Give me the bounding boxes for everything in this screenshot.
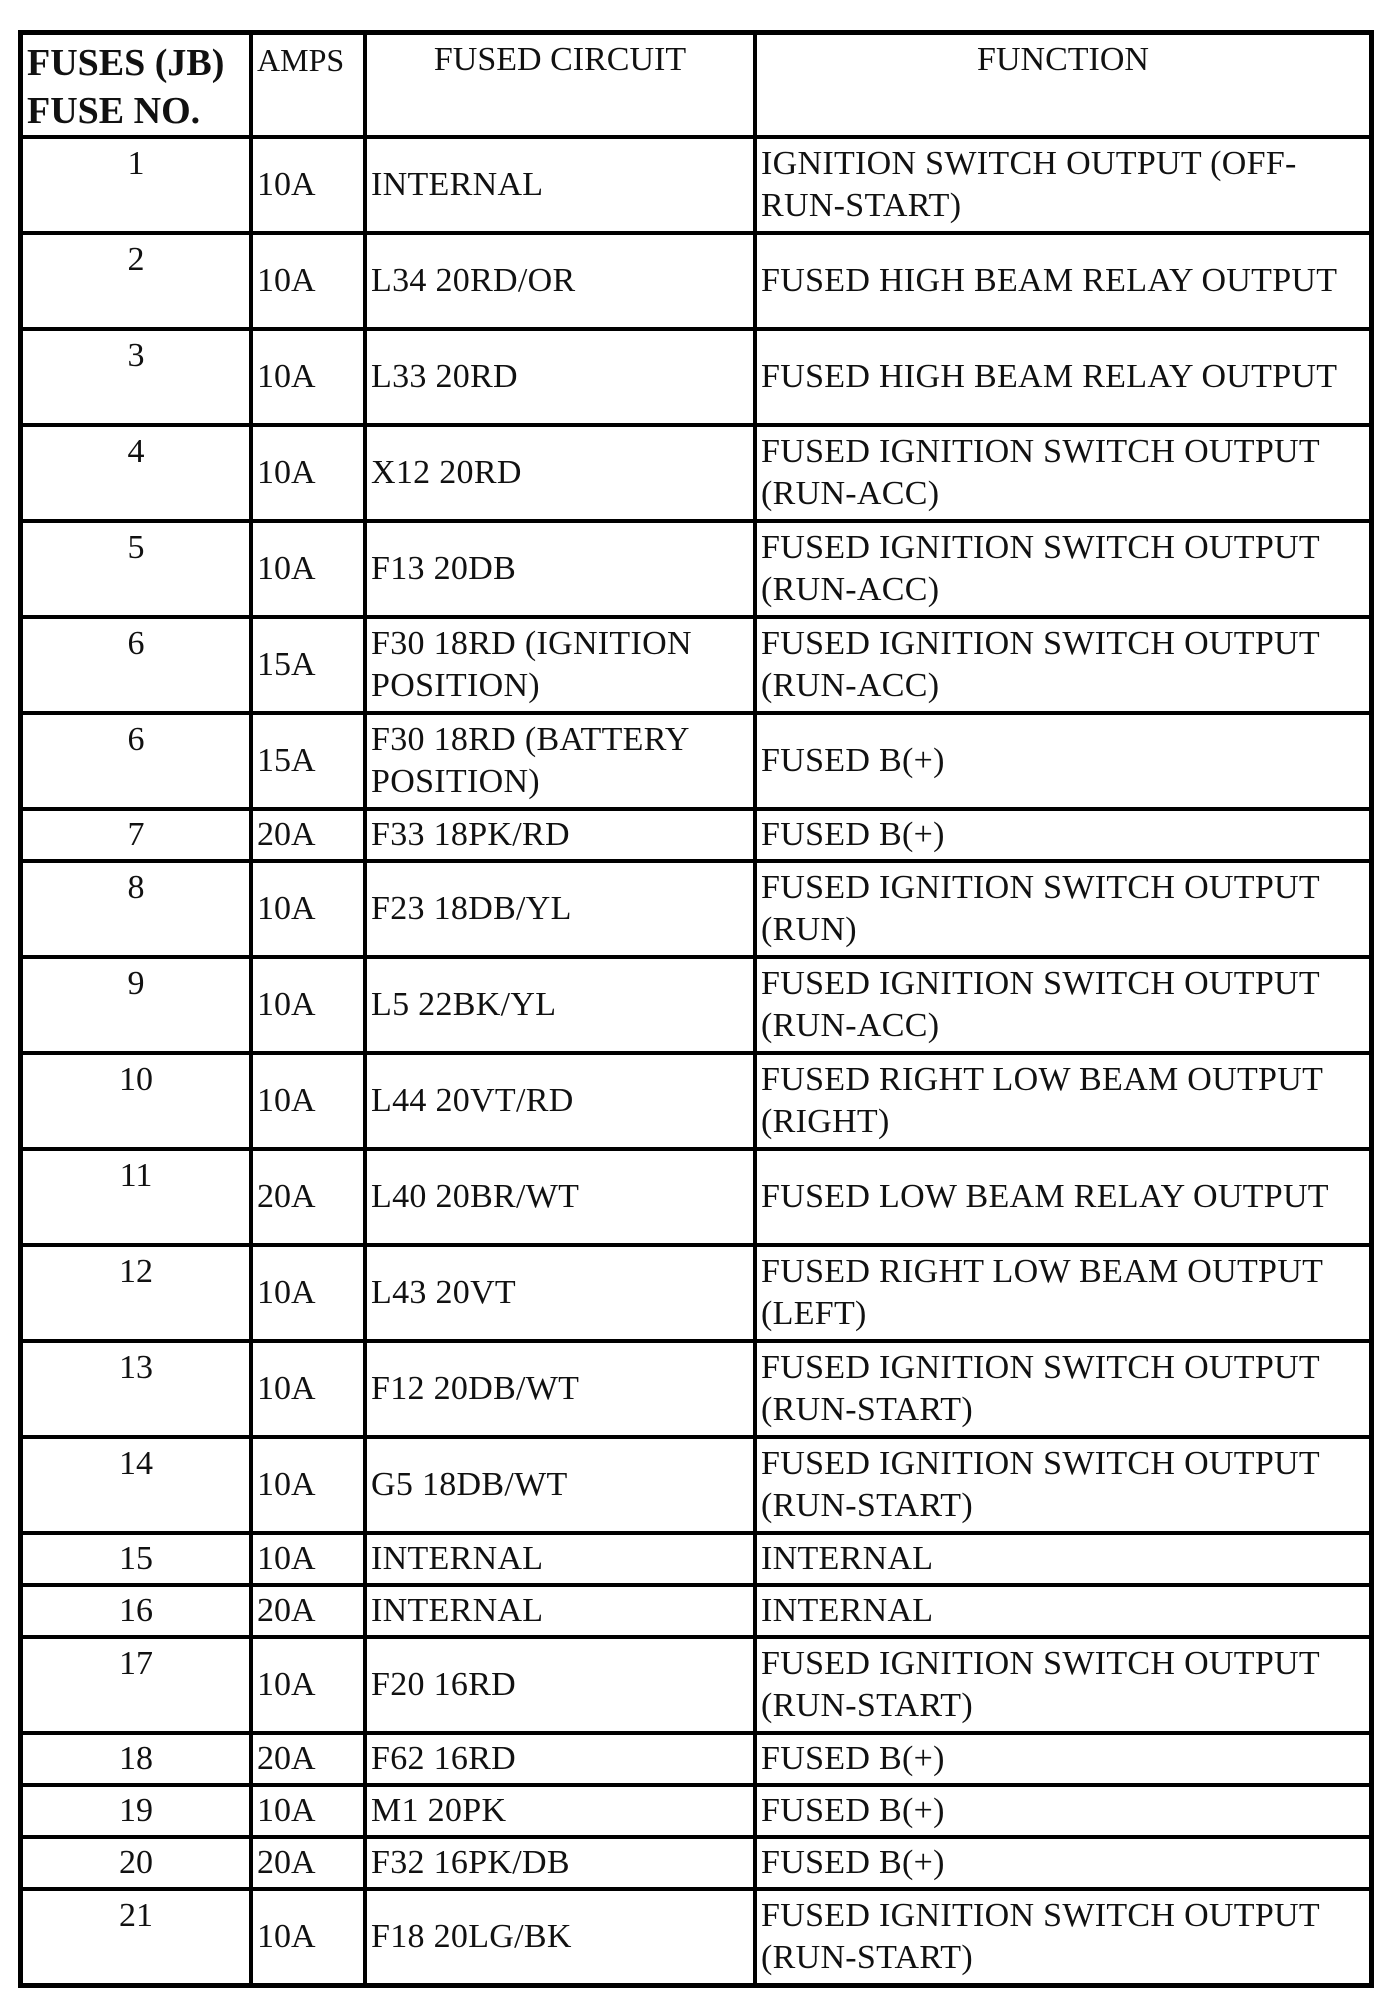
- fuse-number-cell: 2: [21, 233, 251, 329]
- fuse-number-cell: 16: [21, 1585, 251, 1637]
- table-body: [21, 137, 1371, 1985]
- function-cell: FUSED IGNITION SWITCH OUTPUT (RUN-START): [755, 1437, 1371, 1533]
- function-cell: FUSED IGNITION SWITCH OUTPUT (RUN-ACC): [755, 617, 1371, 713]
- fused-circuit-cell: F62 16RD: [365, 1733, 755, 1785]
- fuse-number-cell: 20: [21, 1837, 251, 1889]
- function-cell: FUSED IGNITION SWITCH OUTPUT (RUN-ACC): [755, 425, 1371, 521]
- amps-cell: 10A: [251, 1889, 365, 1985]
- amps-cell: 20A: [251, 1733, 365, 1785]
- fused-circuit-cell: X12 20RD: [365, 425, 755, 521]
- amps-cell: 15A: [251, 617, 365, 713]
- function-cell: IGNITION SWITCH OUTPUT (OFF-RUN-START): [755, 137, 1371, 233]
- fuse-number-cell: 17: [21, 1637, 251, 1733]
- fuse-number-cell: 14: [21, 1437, 251, 1533]
- fuse-number-cell: 7: [21, 809, 251, 861]
- function-cell: FUSED IGNITION SWITCH OUTPUT (RUN-ACC): [755, 957, 1371, 1053]
- fused-circuit-cell: F23 18DB/YL: [365, 861, 755, 957]
- function-cell: INTERNAL: [755, 1585, 1371, 1637]
- function-cell: FUSED IGNITION SWITCH OUTPUT (RUN-START): [755, 1889, 1371, 1985]
- fused-circuit-cell: INTERNAL: [365, 1533, 755, 1585]
- fused-circuit-cell: F33 18PK/RD: [365, 809, 755, 861]
- amps-cell: 10A: [251, 1053, 365, 1149]
- fuse-number-cell: 18: [21, 1733, 251, 1785]
- table-row: [21, 1785, 1371, 1837]
- amps-cell: 10A: [251, 1533, 365, 1585]
- amps-cell: 10A: [251, 1637, 365, 1733]
- fused-circuit-cell: F30 18RD (BATTERY POSITION): [365, 713, 755, 809]
- function-cell: FUSED HIGH BEAM RELAY OUTPUT: [755, 233, 1371, 329]
- fused-circuit-cell: F18 20LG/BK: [365, 1889, 755, 1985]
- amps-cell: 10A: [251, 861, 365, 957]
- table-row: [21, 137, 1371, 233]
- table-row: [21, 861, 1371, 957]
- table-row: [21, 957, 1371, 1053]
- amps-cell: 10A: [251, 1785, 365, 1837]
- function-cell: FUSED B(+): [755, 1837, 1371, 1889]
- table-row: [21, 617, 1371, 713]
- table-row: [21, 1245, 1371, 1341]
- function-cell: FUSED B(+): [755, 713, 1371, 809]
- fuse-number-cell: 21: [21, 1889, 251, 1985]
- table-row: [21, 1053, 1371, 1149]
- fuse-table: [21, 33, 1371, 1985]
- fuse-number-cell: 12: [21, 1245, 251, 1341]
- table-row: [21, 1341, 1371, 1437]
- fuse-table-container: [18, 30, 1374, 1988]
- fuse-number-cell: 6: [21, 713, 251, 809]
- amps-cell: 10A: [251, 1437, 365, 1533]
- fuse-number-cell: 6: [21, 617, 251, 713]
- amps-cell: 10A: [251, 137, 365, 233]
- function-cell: FUSED IGNITION SWITCH OUTPUT (RUN-START): [755, 1637, 1371, 1733]
- fuse-number-cell: 9: [21, 957, 251, 1053]
- amps-cell: 20A: [251, 1585, 365, 1637]
- fuse-number-cell: 10: [21, 1053, 251, 1149]
- fuse-number-cell: 1: [21, 137, 251, 233]
- header-fuse-no: FUSES (JB) FUSE NO.: [21, 33, 251, 137]
- table-header-row: [21, 33, 1371, 137]
- function-cell: FUSED LOW BEAM RELAY OUTPUT: [755, 1149, 1371, 1245]
- fused-circuit-cell: L34 20RD/OR: [365, 233, 755, 329]
- fuse-number-cell: 15: [21, 1533, 251, 1585]
- fused-circuit-cell: F12 20DB/WT: [365, 1341, 755, 1437]
- amps-cell: 10A: [251, 233, 365, 329]
- table-row: [21, 1149, 1371, 1245]
- function-cell: FUSED IGNITION SWITCH OUTPUT (RUN): [755, 861, 1371, 957]
- fused-circuit-cell: F13 20DB: [365, 521, 755, 617]
- table-row: [21, 1733, 1371, 1785]
- fused-circuit-cell: F20 16RD: [365, 1637, 755, 1733]
- amps-cell: 10A: [251, 1245, 365, 1341]
- function-cell: FUSED B(+): [755, 1733, 1371, 1785]
- table-row: [21, 1437, 1371, 1533]
- fused-circuit-cell: L43 20VT: [365, 1245, 755, 1341]
- amps-cell: 10A: [251, 1341, 365, 1437]
- fuse-number-cell: 4: [21, 425, 251, 521]
- function-cell: INTERNAL: [755, 1533, 1371, 1585]
- amps-cell: 10A: [251, 521, 365, 617]
- amps-cell: 10A: [251, 957, 365, 1053]
- fused-circuit-cell: INTERNAL: [365, 137, 755, 233]
- table-row: [21, 329, 1371, 425]
- amps-cell: 10A: [251, 329, 365, 425]
- table-row: [21, 1889, 1371, 1985]
- function-cell: FUSED RIGHT LOW BEAM OUTPUT (RIGHT): [755, 1053, 1371, 1149]
- fuse-number-cell: 8: [21, 861, 251, 957]
- header-function: FUNCTION: [755, 33, 1371, 137]
- function-cell: FUSED B(+): [755, 1785, 1371, 1837]
- table-row: [21, 1837, 1371, 1889]
- function-cell: FUSED IGNITION SWITCH OUTPUT (RUN-START): [755, 1341, 1371, 1437]
- table-row: [21, 425, 1371, 521]
- fused-circuit-cell: L5 22BK/YL: [365, 957, 755, 1053]
- fused-circuit-cell: F30 18RD (IGNITION POSITION): [365, 617, 755, 713]
- fuse-number-cell: 3: [21, 329, 251, 425]
- amps-cell: 10A: [251, 425, 365, 521]
- function-cell: FUSED HIGH BEAM RELAY OUTPUT: [755, 329, 1371, 425]
- fused-circuit-cell: L33 20RD: [365, 329, 755, 425]
- table-row: [21, 521, 1371, 617]
- fuse-number-cell: 5: [21, 521, 251, 617]
- function-cell: FUSED B(+): [755, 809, 1371, 861]
- fused-circuit-cell: F32 16PK/DB: [365, 1837, 755, 1889]
- fused-circuit-cell: L40 20BR/WT: [365, 1149, 755, 1245]
- table-row: [21, 1533, 1371, 1585]
- fuse-number-cell: 13: [21, 1341, 251, 1437]
- amps-cell: 15A: [251, 713, 365, 809]
- table-row: [21, 1637, 1371, 1733]
- fuse-number-cell: 11: [21, 1149, 251, 1245]
- fused-circuit-cell: M1 20PK: [365, 1785, 755, 1837]
- amps-cell: 20A: [251, 1149, 365, 1245]
- fused-circuit-cell: L44 20VT/RD: [365, 1053, 755, 1149]
- fused-circuit-cell: G5 18DB/WT: [365, 1437, 755, 1533]
- amps-cell: 20A: [251, 809, 365, 861]
- table-row: [21, 809, 1371, 861]
- amps-cell: 20A: [251, 1837, 365, 1889]
- header-amps: AMPS: [251, 33, 365, 137]
- header-fused-circuit: FUSED CIRCUIT: [365, 33, 755, 137]
- table-row: [21, 713, 1371, 809]
- function-cell: FUSED IGNITION SWITCH OUTPUT (RUN-ACC): [755, 521, 1371, 617]
- fuse-number-cell: 19: [21, 1785, 251, 1837]
- table-row: [21, 1585, 1371, 1637]
- table-row: [21, 233, 1371, 329]
- function-cell: FUSED RIGHT LOW BEAM OUTPUT (LEFT): [755, 1245, 1371, 1341]
- fused-circuit-cell: INTERNAL: [365, 1585, 755, 1637]
